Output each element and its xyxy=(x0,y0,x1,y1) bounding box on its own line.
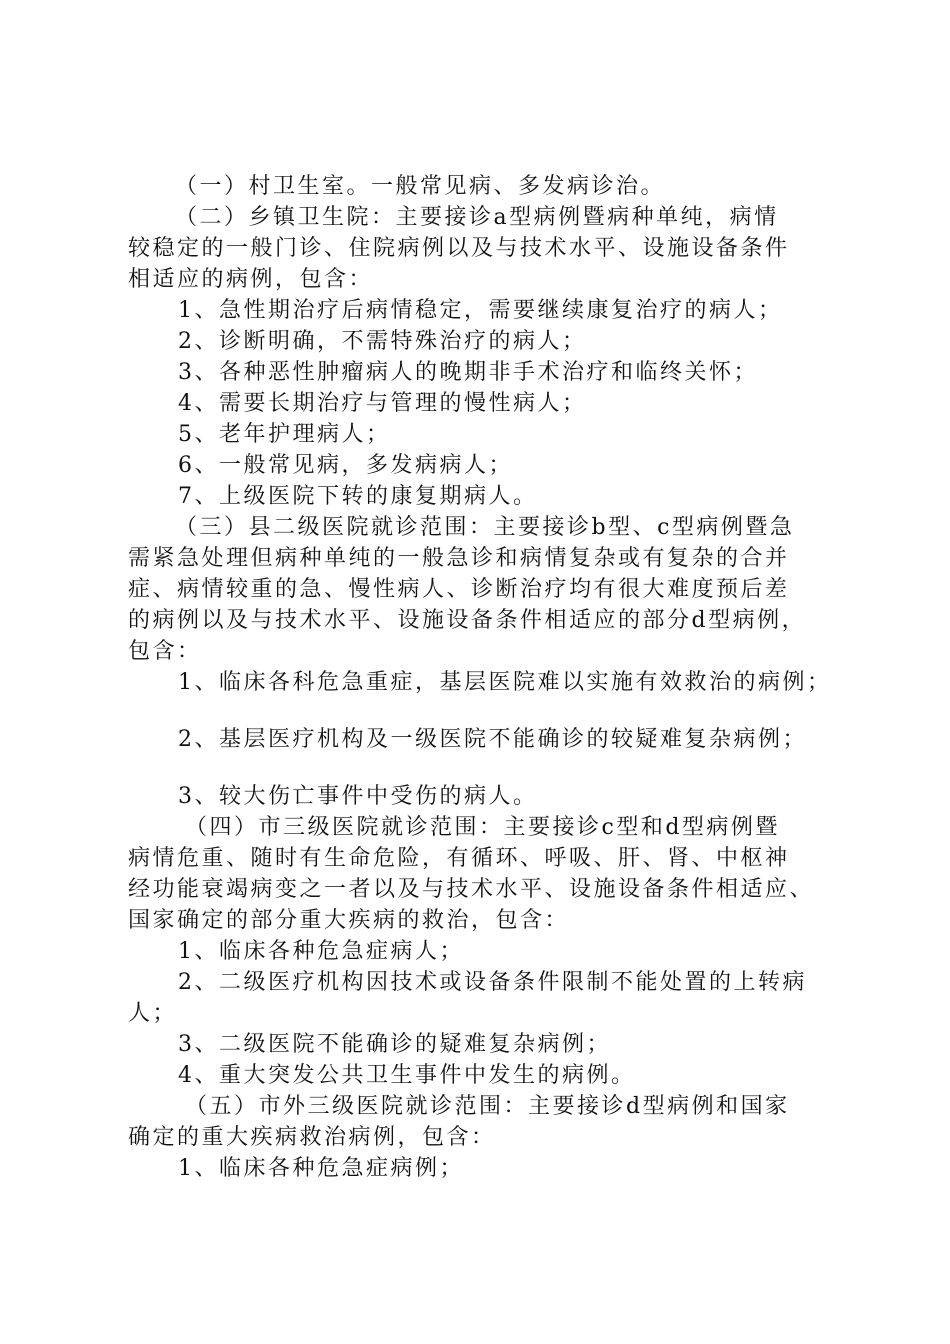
list-item-continuation: 人； xyxy=(128,1001,178,1026)
paragraph-line: 需紧急处理但病种单纯的一般急诊和病情复杂或有复杂的合并 xyxy=(128,546,790,571)
paragraph-line: 较稳定的一般门诊、住院病例以及与技术水平、设施设备条件 xyxy=(128,236,790,261)
section-4-heading: （四）市三级医院就诊范围：主要接诊c型和d型病例暨 xyxy=(185,815,780,840)
list-item: 5、老年护理病人； xyxy=(178,422,391,447)
list-item: 1、临床各种危急症病人； xyxy=(178,939,464,964)
paragraph-line: 相适应的病例，包含： xyxy=(128,267,374,292)
list-item: 6、一般常见病，多发病病人； xyxy=(178,453,513,478)
list-item: 4、需要长期治疗与管理的慢性病人； xyxy=(178,391,587,416)
list-item: 1、临床各科危急重症，基层医院难以实施有效救治的病例； xyxy=(178,670,832,695)
paragraph-line: 确定的重大疾病救治病例，包含： xyxy=(128,1125,496,1150)
list-item: 3、二级医院不能确诊的疑难复杂病例； xyxy=(178,1032,611,1057)
list-item: 3、各种恶性肿瘤病人的晚期非手术治疗和临终关怀； xyxy=(178,360,758,385)
paragraph-line: 病情危重、随时有生命危险，有循环、呼吸、肝、肾、中枢神 xyxy=(128,846,790,871)
section-2-heading: （二）乡镇卫生院：主要接诊a型病例暨病种单纯，病情 xyxy=(175,205,779,230)
section-1-heading: （一）村卫生室。一般常见病、多发病诊治。 xyxy=(175,174,666,199)
section-5-heading: （五）市外三级医院就诊范围：主要接诊d型病例和国家 xyxy=(185,1094,790,1119)
paragraph-line: 包含： xyxy=(128,639,202,664)
list-item: 1、临床各种危急症病例； xyxy=(178,1156,464,1181)
list-item: 7、上级医院下转的康复期病人。 xyxy=(178,484,538,509)
list-item: 4、重大突发公共卫生事件中发生的病例。 xyxy=(178,1063,636,1088)
list-item: 1、急性期治疗后病情稳定，需要继续康复治疗的病人； xyxy=(178,298,783,323)
paragraph-line: 国家确定的部分重大疾病的救治，包含： xyxy=(128,908,570,933)
paragraph-line: 的病例以及与技术水平、设施设备条件相适应的部分d型病例， xyxy=(128,608,807,633)
paragraph-line: 经功能衰竭病变之一者以及与技术水平、设施设备条件相适应、 xyxy=(128,877,815,902)
list-item: 2、诊断明确，不需特殊治疗的病人； xyxy=(178,329,587,354)
document-body xyxy=(128,171,838,1184)
list-item: 2、基层医疗机构及一级医院不能确诊的较疑难复杂病例； xyxy=(178,727,807,752)
list-item: 3、较大伤亡事件中受伤的病人。 xyxy=(178,784,538,809)
section-3-heading: （三）县二级医院就诊范围：主要接诊b型、c型病例暨急 xyxy=(175,515,795,540)
list-item: 2、二级医疗机构因技术或设备条件限制不能处置的上转病 xyxy=(178,970,807,995)
paragraph-line: 症、病情较重的急、慢性病人、诊断治疗均有很大难度预后差 xyxy=(128,577,790,602)
